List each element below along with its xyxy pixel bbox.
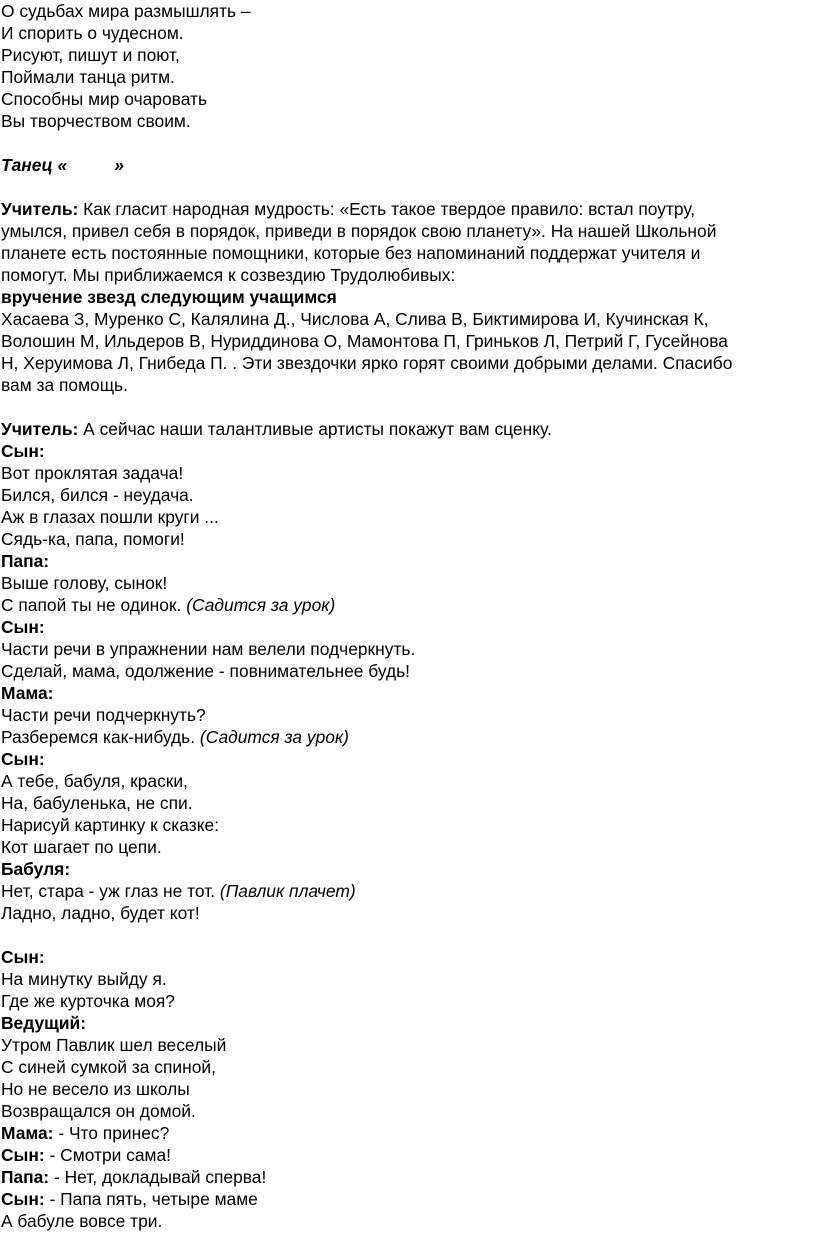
dialogue-line: Части речи подчеркнуть?	[1, 705, 206, 725]
dialogue-line	[1, 1188, 816, 1210]
speaker-label: Сын:	[1, 749, 45, 769]
dialogue-line	[1, 726, 816, 748]
dialogue-line: Аж в глазах пошли круги ...	[1, 507, 219, 527]
dance-heading-close: »	[114, 155, 124, 175]
speaker-label: Сын:	[1, 617, 45, 637]
dialogue-text: Нет, стара - уж глаз не тот.	[1, 881, 220, 901]
stage-direction: (Павлик плачет)	[219, 881, 356, 901]
poem-line: О судьбах мира размышлять –	[1, 1, 251, 21]
dialogue-line: Утром Павлик шел веселый	[1, 1035, 227, 1055]
dialogue-text: Разберемся как-нибудь.	[1, 727, 200, 747]
dialogue-text: - Папа пять, четыре маме	[44, 1189, 258, 1209]
speaker-label: Папа:	[1, 551, 50, 571]
scene-two	[1, 946, 816, 1232]
paragraph-line: помогут. Мы приближаемся к созвездию Трудолюбивых:	[1, 265, 456, 285]
scene-one	[1, 440, 816, 924]
dialogue-line: Сядь-ка, папа, помоги!	[1, 529, 185, 549]
paragraph-text: Как гласит народная мудрость: «Есть такое твердое правило: встал поутру,	[78, 199, 696, 219]
dialogue-line	[1, 1144, 816, 1166]
dialogue-line: А тебе, бабуля, краски,	[1, 771, 188, 791]
speaker-label: Ведущий:	[1, 1013, 87, 1033]
dialogue-line	[1, 880, 816, 902]
dialogue-line: Сделай, мама, одолжение - повнимательнее будь!	[1, 661, 411, 681]
poem-line: Способны мир очаровать	[1, 89, 208, 109]
speaker-label: Мама:	[1, 683, 54, 703]
speaker-label: Учитель:	[1, 419, 79, 439]
dialogue-text: - Что принес?	[53, 1123, 170, 1143]
dialogue-line: А бабуле вовсе три.	[1, 1211, 163, 1231]
dance-heading-open: Танец «	[1, 155, 68, 175]
speaker-label: Сын:	[1, 1189, 45, 1209]
dialogue-line	[1, 1122, 816, 1144]
speaker-label: Учитель:	[1, 199, 79, 219]
teacher-paragraph	[1, 198, 816, 286]
dialogue-line: Где же курточка моя?	[1, 991, 175, 1011]
poem-line: Рисуют, пишут и поют,	[1, 45, 180, 65]
dialogue-line: Бился, бился - неудача.	[1, 485, 194, 505]
paragraph-line: умылся, привел себя в порядок, приведи в порядок свою планету». На нашей Школьной	[1, 221, 717, 241]
dialogue-line: Возвращался он домой.	[1, 1101, 196, 1121]
dialogue-line: На, бабуленька, не спи.	[1, 793, 193, 813]
dialogue-text: С папой ты не одинок.	[1, 595, 187, 615]
speaker-label: Сын:	[1, 1145, 45, 1165]
dialogue-text: - Нет, докладывай сперва!	[49, 1167, 267, 1187]
award-line: Н, Херуимова Л, Гнибеда П. . Эти звездочки ярко горят своими добрыми делами. Спасибо	[1, 353, 733, 373]
poem-line: И спорить о чудесном.	[1, 23, 184, 43]
award-line: вам за помощь.	[1, 375, 128, 395]
speaker-label: Мама:	[1, 1123, 54, 1143]
dialogue-line: Части речи в упражнении нам велели подчеркнуть.	[1, 639, 416, 659]
dialogue-line: На минутку выйду я.	[1, 969, 167, 989]
poem-line: Поймали танца ритм.	[1, 67, 175, 87]
dialogue-line: Нарисуй картинку к сказке:	[1, 815, 220, 835]
award-heading: вручение звезд следующим учащимся	[1, 287, 337, 307]
award-line: Волошин М, Ильдеров В, Нуриддинова О, Мамонтова П, Гриньков Л, Петрий Г, Гусейнова	[1, 331, 728, 351]
dialogue-line: Кот шагает по цепи.	[1, 837, 162, 857]
teacher-text: А сейчас наши талантливые артисты покажут вам сценку.	[78, 419, 552, 439]
dance-heading	[1, 154, 816, 176]
dialogue-line: Ладно, ладно, будет кот!	[1, 903, 200, 923]
dialogue-line: Но не весело из школы	[1, 1079, 190, 1099]
dialogue-line	[1, 594, 816, 616]
speaker-label: Сын:	[1, 947, 45, 967]
spacer	[1, 132, 816, 154]
spacer	[1, 924, 816, 946]
dialogue-line	[1, 1166, 816, 1188]
spacer	[1, 396, 816, 418]
speaker-label: Папа:	[1, 1167, 50, 1187]
speaker-label: Сын:	[1, 441, 45, 461]
award-section	[1, 286, 816, 396]
stage-direction: (Садится за урок)	[199, 727, 349, 747]
award-line: Хасаева З, Муренко С, Калялина Д., Числова А, Слива В, Биктимирова И, Кучинская К,	[1, 309, 709, 329]
spacer	[1, 176, 816, 198]
poem	[1, 0, 816, 132]
dialogue-text: - Смотри сама!	[44, 1145, 171, 1165]
poem-line: Вы творчеством своим.	[1, 111, 191, 131]
dialogue-line: Вот проклятая задача!	[1, 463, 184, 483]
teacher-line	[1, 418, 816, 440]
dialogue-line: Выше голову, сынок!	[1, 573, 168, 593]
dialogue-line: С синей сумкой за спиной,	[1, 1057, 216, 1077]
paragraph-line: планете есть постоянные помощники, которые без напоминаний поддержат учителя и	[1, 243, 701, 263]
stage-direction: (Садится за урок)	[186, 595, 336, 615]
speaker-label: Бабуля:	[1, 859, 71, 879]
